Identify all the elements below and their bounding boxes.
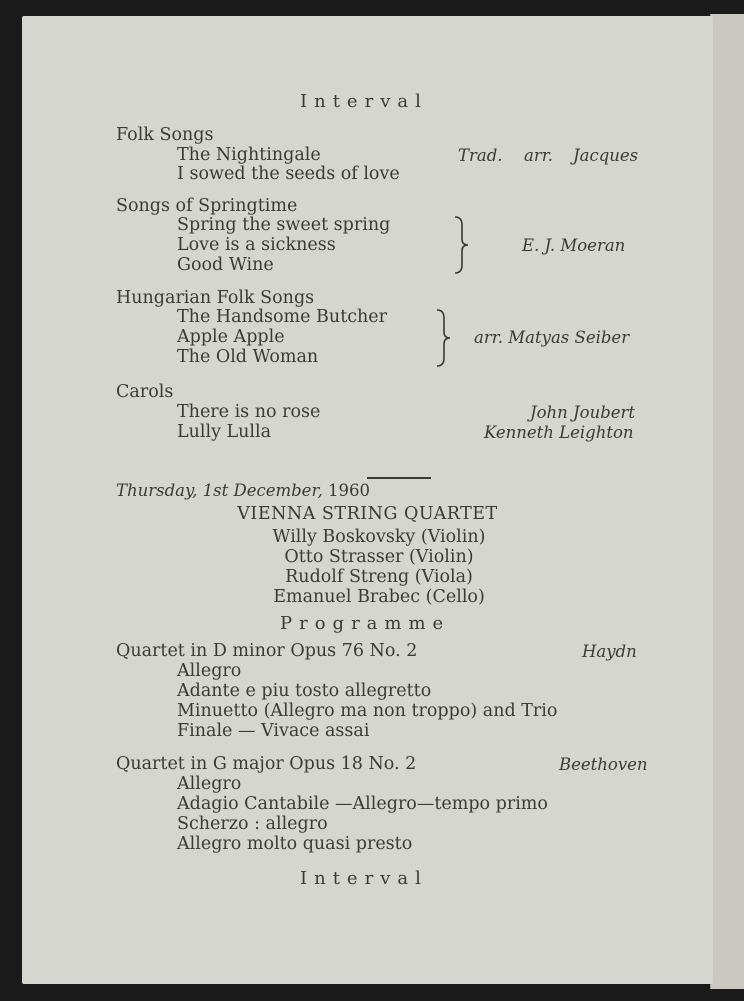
credit-arr: arr.	[524, 146, 554, 165]
next-page-edge	[710, 14, 744, 989]
song-title: Good Wine	[177, 255, 274, 275]
movement: Allegro molto quasi presto	[177, 834, 413, 854]
credit-trad: Trad.	[458, 146, 503, 165]
interval-heading-top: Interval	[300, 91, 428, 112]
member: Otto Strasser (Violin)	[284, 547, 474, 567]
programme-heading: Programme	[280, 613, 451, 634]
section-heading-springtime: Songs of Springtime	[116, 196, 298, 216]
movement: Allegro	[177, 661, 242, 681]
work-composer: Beethoven	[559, 755, 648, 774]
composer-credit: E. J. Moeran	[522, 236, 626, 255]
brace-icon	[434, 308, 454, 368]
song-title: Apple Apple	[177, 327, 285, 347]
song-title: The Handsome Butcher	[177, 307, 388, 327]
movement: Adagio Cantabile —Allegro—tempo primo	[177, 794, 548, 814]
section-heading-folk-songs: Folk Songs	[116, 125, 214, 145]
section-divider	[367, 477, 431, 479]
credit-arranger: Jacques	[573, 146, 639, 165]
programme-page	[22, 16, 713, 984]
concert-date-day: Thursday, 1st December,	[116, 481, 323, 500]
work-title: Quartet in G major Opus 18 No. 2	[116, 754, 417, 774]
member: Rudolf Streng (Viola)	[285, 567, 473, 587]
song-title: I sowed the seeds of love	[177, 164, 400, 184]
concert-date-year: 1960	[328, 481, 371, 500]
movement: Finale — Vivace assai	[177, 721, 370, 741]
song-title: The Old Woman	[177, 347, 319, 367]
movement: Minuetto (Allegro ma non troppo) and Trio	[177, 701, 558, 721]
concert-date	[116, 481, 370, 500]
member: Willy Boskovsky (Violin)	[272, 527, 486, 547]
song-title: Love is a sickness	[177, 235, 336, 255]
member: Emanuel Brabec (Cello)	[273, 587, 485, 607]
interval-heading-bottom: Interval	[300, 868, 428, 889]
movement: Adante e piu tosto allegretto	[177, 681, 432, 701]
work-composer: Haydn	[582, 642, 637, 661]
song-title: The Nightingale	[177, 145, 321, 165]
section-heading-carols: Carols	[116, 382, 174, 402]
movement: Scherzo : allegro	[177, 814, 328, 834]
ensemble-name: VIENNA STRING QUARTET	[237, 504, 498, 524]
song-title: Spring the sweet spring	[177, 215, 391, 235]
movement: Allegro	[177, 774, 242, 794]
brace-icon	[452, 215, 472, 275]
song-title: Lully Lulla	[177, 422, 272, 442]
composer-credit: Kenneth Leighton	[484, 423, 634, 442]
arranger-credit: arr. Matyas Seiber	[474, 328, 630, 347]
section-heading-hungarian: Hungarian Folk Songs	[116, 288, 315, 308]
song-title: There is no rose	[177, 402, 321, 422]
composer-credit: John Joubert	[530, 403, 636, 422]
work-title: Quartet in D minor Opus 76 No. 2	[116, 641, 418, 661]
